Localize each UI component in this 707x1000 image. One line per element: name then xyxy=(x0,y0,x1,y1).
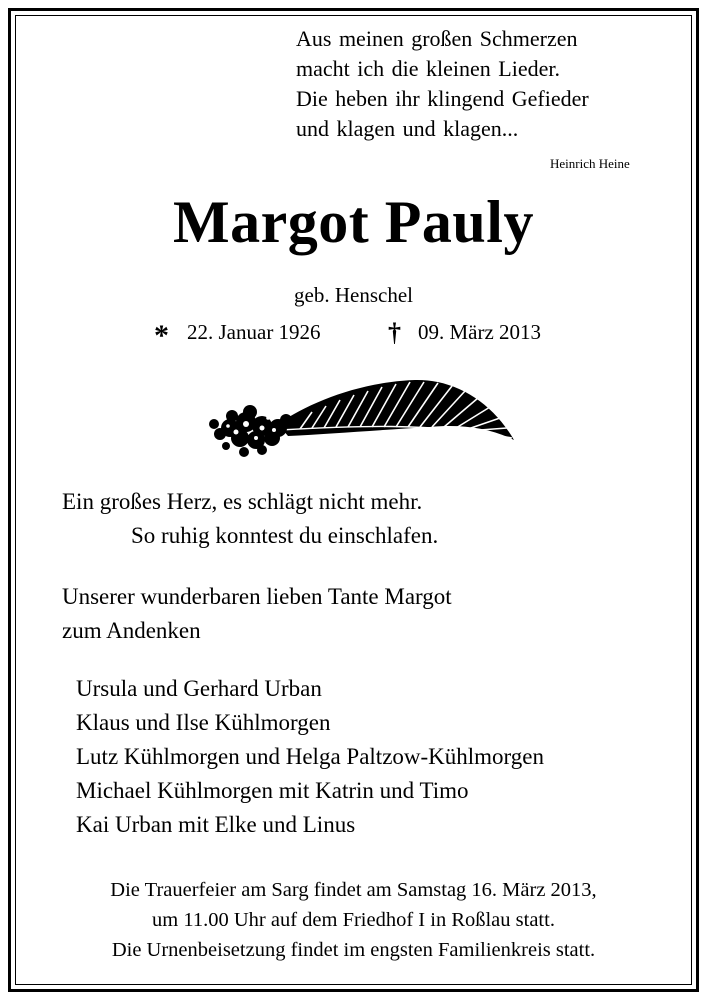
mourner: Michael Kühlmorgen mit Katrin und Timo xyxy=(76,778,469,803)
poem-line: Aus meinen großen Schmerzen xyxy=(296,26,578,51)
mourner: Ursula und Gerhard Urban xyxy=(76,676,322,701)
poem-author: Heinrich Heine xyxy=(550,156,630,171)
funeral-line: um 11.00 Uhr auf dem Friedhof I in Roßlau statt. xyxy=(152,909,555,931)
verse-line: So ruhig konntest du einschlafen. xyxy=(131,523,439,548)
poem-line: und klagen und klagen... xyxy=(296,116,519,141)
maiden-name: geb. Henschel xyxy=(294,283,413,307)
poem-line: Die heben ihr klingend Gefieder xyxy=(296,86,589,111)
mourner: Klaus und Ilse Kühlmorgen xyxy=(76,710,331,735)
dedication-line: Unserer wunderbaren lieben Tante Margot xyxy=(62,584,452,609)
birth-date: 22. Januar 1926 xyxy=(187,320,321,344)
mourners-list xyxy=(76,672,544,842)
death-date: 09. März 2013 xyxy=(418,320,542,344)
birth-star-icon: * xyxy=(154,319,169,352)
death-cross-icon: † xyxy=(388,318,401,347)
funeral-line: Die Urnenbeisetzung findet im engsten Familienkreis statt. xyxy=(111,939,596,961)
deceased-name: Margot Pauly xyxy=(173,189,534,255)
poem-line: macht ich die kleinen Lieder. xyxy=(296,56,560,81)
dedication-line: zum Andenken xyxy=(62,618,201,643)
mourner: Lutz Kühlmorgen und Helga Paltzow-Kühlmorgen xyxy=(76,744,545,769)
funeral-info xyxy=(0,875,707,965)
dedication xyxy=(62,580,452,648)
poem xyxy=(296,24,589,144)
mourner: Kai Urban mit Elke und Linus xyxy=(76,812,356,837)
funeral-line: Die Trauerfeier am Sarg findet am Samstag 16. März 2013, xyxy=(110,879,597,901)
feather-icon xyxy=(200,372,520,464)
verse-line: Ein großes Herz, es schlägt nicht mehr. xyxy=(62,489,423,514)
